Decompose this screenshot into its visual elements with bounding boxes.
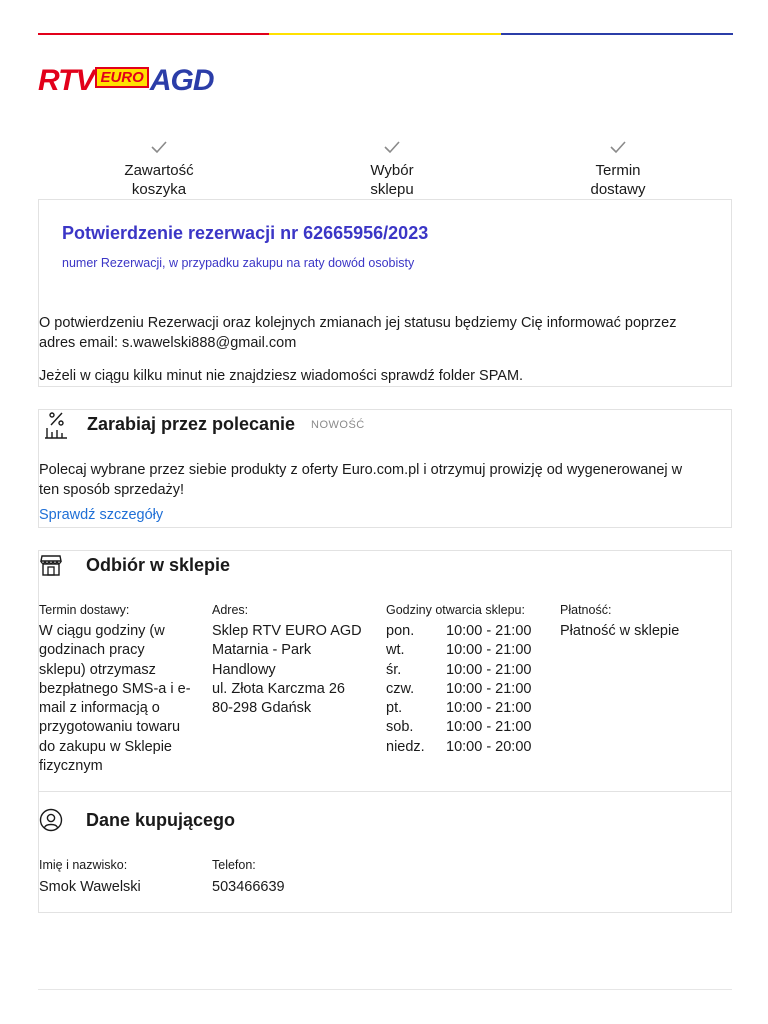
step-label-line2: koszyka: [131, 181, 187, 198]
reservation-subtitle: numer Rezerwacji, w przypadku zakupu na raty dowód osobisty: [62, 256, 415, 270]
hours-day: wt.: [386, 642, 405, 659]
order-details-card: [38, 550, 732, 913]
hours-day: pon.: [386, 623, 415, 639]
pickup-title: Odbiór w sklepie: [86, 555, 231, 575]
hours-row: [386, 680, 551, 699]
referral-text-line2: ten sposób sprzedaży!: [39, 481, 185, 498]
hours-row: [386, 661, 551, 680]
check-icon: [89, 140, 229, 160]
check-icon: [322, 140, 462, 160]
step-store-choice: [322, 140, 462, 199]
hours-time: 10:00 - 21:00: [446, 700, 532, 717]
delivery-line: sklepu) otrzymasz: [39, 661, 156, 678]
delivery-line: fizycznym: [39, 758, 103, 775]
confirmation-info-line1: O potwierdzeniu Rezerwacji oraz kolejnych zmianach jej statusu będziemy Cię informować poprzez: [39, 315, 677, 331]
step-label-line2: dostawy: [590, 181, 646, 198]
top-stripe-yellow: [269, 33, 501, 35]
step-label-line2: sklepu: [370, 181, 414, 198]
referral-text-line1: Polecaj wybrane przez siebie produkty z oferty Euro.com.pl i otrzymuj prowizję od wygenerowanej w: [39, 462, 683, 478]
new-badge: NOWOŚĆ: [311, 419, 365, 431]
delivery-line: do zakupu w Sklepie: [39, 738, 172, 755]
buyer-phone-value: 503466639: [212, 879, 285, 895]
hours-row: [386, 641, 551, 660]
spam-note: Jeżeli w ciągu kilku minut nie znajdziesz wiadomości sprawdź folder SPAM.: [39, 368, 524, 384]
address-label: Adres:: [212, 603, 249, 617]
opening-hours-label: Godziny otwarcia sklepu:: [386, 603, 525, 617]
confirmation-card: [38, 199, 732, 387]
hours-time: 10:00 - 20:00: [446, 738, 532, 755]
reservation-title: Potwierdzenie rezerwacji nr 62665956/2023: [62, 223, 429, 243]
step-cart-contents: [89, 140, 229, 199]
step-label-line1: Wybór: [370, 162, 414, 179]
hours-row: [386, 718, 551, 737]
logo-euro: EURO: [95, 67, 148, 88]
hours-day: śr.: [386, 661, 402, 678]
referral-text: [39, 461, 733, 500]
buyer-name-value: Smok Wawelski: [39, 879, 141, 895]
step-label-line1: Termin: [595, 162, 641, 179]
confirmation-info-line2: adres email: s.wawelski888@gmail.com: [39, 334, 297, 351]
logo-rtv: RTV: [38, 64, 95, 97]
percent-chart-icon: [43, 410, 69, 445]
hours-day: czw.: [386, 680, 415, 697]
hours-row: [386, 738, 551, 757]
logo-agd: AGD: [149, 64, 214, 97]
hours-row: [386, 622, 551, 641]
hours-time: 10:00 - 21:00: [446, 661, 532, 678]
step-label-line1: Zawartość: [124, 162, 194, 179]
buyer-name-label: Imię i nazwisko:: [39, 858, 128, 872]
hours-time: 10:00 - 21:00: [446, 719, 532, 736]
hours-time: 10:00 - 21:00: [446, 642, 532, 659]
address-line: ul. Złota Karczma 26: [212, 680, 345, 697]
user-icon: [39, 808, 63, 837]
footer-divider: [38, 989, 732, 990]
payment-value: Płatność w sklepie: [560, 623, 680, 639]
buyer-title: Dane kupującego: [86, 810, 236, 830]
hours-row: [386, 699, 551, 718]
hours-time: 10:00 - 21:00: [446, 680, 532, 697]
address-value: [212, 622, 377, 718]
delivery-label: Termin dostawy:: [39, 603, 130, 617]
hours-day: pt.: [386, 700, 403, 717]
top-stripe-red: [38, 33, 269, 35]
check-icon: [548, 140, 688, 160]
address-line: 80-298 Gdańsk: [212, 700, 312, 717]
delivery-line: godzinach pracy: [39, 642, 145, 659]
delivery-line: W ciągu godziny (w: [39, 623, 165, 639]
confirmation-info: [39, 314, 733, 353]
address-line: Sklep RTV EURO AGD: [212, 623, 362, 639]
referral-details-link[interactable]: Sprawdź szczegóły: [39, 507, 164, 523]
hours-day: niedz.: [386, 738, 425, 755]
hours-time: 10:00 - 21:00: [446, 623, 532, 639]
hours-day: sob.: [386, 719, 414, 736]
step-delivery-date: [548, 140, 688, 199]
top-stripe-blue: [501, 33, 733, 35]
delivery-line: mail z informacją o: [39, 700, 160, 717]
referral-title: Zarabiaj przez polecanie: [87, 414, 296, 434]
payment-label: Płatność:: [560, 603, 612, 617]
referral-card: [38, 409, 732, 528]
brand-logo[interactable]: [38, 66, 213, 96]
delivery-value: [39, 622, 204, 776]
opening-hours-list: [386, 622, 551, 757]
delivery-line: przygotowaniu towaru: [39, 719, 181, 736]
delivery-line: bezpłatnego SMS-a i e-: [39, 680, 191, 697]
address-line: Matarnia - Park: [212, 642, 312, 659]
section-divider: [39, 791, 731, 792]
buyer-phone-label: Telefon:: [212, 858, 256, 872]
address-line: Handlowy: [212, 661, 276, 678]
store-icon: [39, 553, 63, 582]
